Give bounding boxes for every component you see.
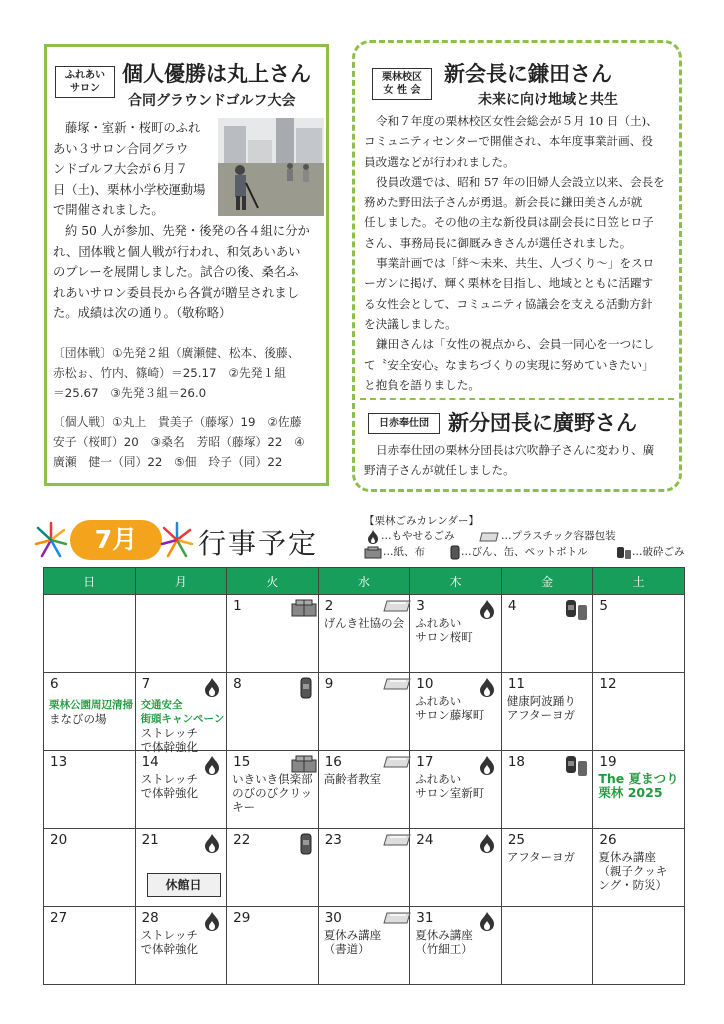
weekday-fri: 金 [501, 568, 593, 595]
calendar-week [44, 751, 685, 829]
fire-icon [199, 833, 221, 851]
calendar-day [593, 595, 685, 673]
crushed-icon [565, 599, 587, 617]
event-text: ストレッチ [140, 928, 198, 942]
fire-icon [199, 677, 221, 695]
calendar-day [135, 829, 227, 907]
calendar-day [227, 907, 319, 985]
text-line: 任しました。その他の主な新役員は副会長に日笠ヒロ子 [364, 215, 654, 230]
paper-icon [291, 755, 313, 773]
text-line: ＝25.67 ③先発３組＝26.0 [53, 386, 207, 400]
text-line: 廣瀬 健一（同）22 ⑤佃 玲子（同）22 [53, 455, 283, 469]
day-number: 21 [141, 832, 159, 848]
bottle-icon [291, 677, 313, 695]
bottles-label: …びん、缶、ペットボトル [461, 546, 588, 558]
calendar-day [135, 595, 227, 673]
weekday-wed: 水 [318, 568, 410, 595]
day-events [141, 772, 199, 800]
text-line: 員改選などが行われました。 [364, 154, 515, 169]
plastic-icon [382, 599, 404, 617]
event-text: 健康阿波踊り [506, 694, 576, 708]
section-divider [360, 398, 674, 400]
paper-label: …紙、布 [383, 546, 425, 558]
calendar-day [227, 673, 319, 751]
calendar-day [501, 673, 593, 751]
tag-line: ふれあい [65, 70, 105, 81]
day-number: 31 [416, 910, 434, 926]
fire-icon [366, 529, 380, 544]
crushed-icon [565, 755, 587, 773]
day-events [415, 772, 484, 800]
day-number: 18 [507, 754, 525, 770]
day-number: 9 [324, 676, 334, 692]
fire-icon [474, 833, 496, 851]
text-line: 安子（桜町）20 ③桑名 芳昭（藤塚）22 ④ [53, 435, 305, 449]
event-text: いきいき倶楽部 [232, 772, 313, 786]
event-text: のびのびクリッ [232, 786, 313, 800]
weekday-mon: 月 [135, 568, 227, 595]
calendar-day [410, 907, 502, 985]
firework-icon [160, 520, 194, 560]
calendar-week [44, 907, 685, 985]
fire-icon [199, 911, 221, 929]
fire-icon [199, 755, 221, 773]
article-tag-womens [372, 68, 432, 100]
event-text: 街頭キャンペーン [140, 713, 225, 725]
calendar-day [44, 907, 136, 985]
calendar-day [593, 673, 685, 751]
calendar-day [410, 829, 502, 907]
day-events [324, 928, 382, 956]
event-text: ふれあい [415, 772, 462, 786]
day-events [415, 616, 473, 644]
event-text: （書道） [323, 942, 370, 956]
day-number: 29 [233, 910, 251, 926]
day-events [415, 928, 473, 956]
day-number: 26 [599, 832, 617, 848]
calendar-day [410, 751, 502, 829]
calendar-day [501, 829, 593, 907]
individual-results [53, 412, 325, 472]
event-calendar [43, 567, 685, 985]
plastic-icon [382, 911, 404, 929]
text-line: 令和７年度の栗林校区女性会総会が５月 10 日（土)、 [376, 114, 658, 128]
day-number: 12 [599, 676, 617, 692]
fire-icon [474, 911, 496, 929]
golf-photo-illustration [218, 118, 324, 216]
day-events [598, 772, 678, 800]
garbage-legend [364, 514, 685, 561]
calendar-day [593, 829, 685, 907]
text-line: 鎌田さんは「女性の視点から、会員一同心を一つにし [376, 337, 655, 352]
text-line: ンドゴルフ大会が６月７ [53, 162, 188, 176]
day-events [49, 698, 133, 726]
day-events [232, 772, 313, 814]
event-text: で体幹強化 [140, 740, 199, 754]
event-text: キー [232, 800, 256, 814]
day-number: 22 [233, 832, 251, 848]
text-line: る女性会として、コミュニティ協議会を支える活動方針 [364, 296, 653, 311]
text-line: た。成績は次の通り。（敬称略） [53, 306, 232, 320]
calendar-week [44, 595, 685, 673]
calendar-day [227, 829, 319, 907]
text-line: 〔団体戦〕①先発２組（廣瀬健、松本、後藤、 [53, 346, 300, 360]
text-line: で開催されました。 [53, 203, 164, 217]
calendar-day [135, 751, 227, 829]
text-line: ーガンに掲げ、輝く栗林を目指し、地域とともに活躍す [364, 276, 654, 291]
article-body [364, 111, 674, 395]
calendar-day [44, 751, 136, 829]
crushed-icon [616, 545, 632, 560]
day-number: 7 [141, 676, 151, 692]
day-number: 14 [141, 754, 159, 770]
plastic-label: …プラスチック容器包装 [501, 530, 616, 542]
day-events [598, 850, 667, 892]
day-number: 11 [507, 676, 525, 692]
day-number: 1 [233, 598, 242, 614]
schedule-title: 行事予定 [198, 527, 319, 560]
fire-icon [474, 677, 496, 695]
text-line: 約 50 人が参加、先発・後発の各４組に分か [65, 224, 310, 238]
day-events [507, 850, 575, 864]
day-number: 8 [233, 676, 242, 692]
calendar-week [44, 829, 685, 907]
event-text: アフターヨガ [506, 708, 576, 722]
month-badge: 7月 [70, 520, 162, 560]
event-text: 栗林 2025 [598, 785, 663, 800]
burnable-label: …もやせるごみ [381, 530, 455, 542]
bottle-icon [450, 545, 460, 560]
event-text: 夏休み講座 [323, 928, 382, 942]
text-line: 野清子さんが就任しました。 [364, 463, 515, 478]
weekday-thu: 木 [410, 568, 502, 595]
calendar-day [227, 751, 319, 829]
calendar-week [44, 673, 685, 751]
day-events [507, 694, 576, 722]
calendar-day [501, 751, 593, 829]
paragraph-1 [53, 118, 218, 221]
plastic-icon [382, 833, 404, 851]
day-number: 13 [50, 754, 68, 770]
calendar-day [318, 907, 410, 985]
calendar-day [135, 907, 227, 985]
day-number: 25 [507, 832, 525, 848]
text-line: あい３サロン合同グラウ [53, 141, 189, 156]
event-text: 交通安全 [140, 699, 183, 711]
calendar-day [318, 829, 410, 907]
day-number: 6 [50, 676, 59, 692]
text-line: 務めた野田法子さんが勇退。新会長に鎌田美さんが就 [364, 195, 643, 210]
text-line: さん、事務局長に御厩みきさんが選任されました。 [364, 235, 632, 250]
event-text: （竹細工） [415, 942, 473, 956]
event-text: ング・防災） [598, 878, 668, 892]
event-text: ふれあい [415, 616, 462, 630]
article-tag-salon [55, 66, 115, 98]
calendar-day [318, 751, 410, 829]
red-cross-body [364, 440, 674, 481]
article-subtitle: 合同グラウンドゴルフ大会 [128, 93, 296, 109]
text-line: コミュニティセンターで開催され、本年度事業計画、役 [364, 134, 653, 149]
calendar-day [44, 829, 136, 907]
text-line: 役員改選では、昭和 57 年の旧婦人会設立以来、会長を [376, 174, 665, 189]
day-number: 16 [324, 754, 342, 770]
golf-photo [218, 118, 324, 216]
tag-line: 栗林校区 [382, 72, 422, 83]
text-line: 日赤奉仕団の栗林分団長は穴吹静子さんに変わり、廣 [376, 443, 655, 457]
paper-icon [291, 599, 313, 617]
article-subtitle: 未来に向け地域と共生 [478, 92, 618, 108]
calendar-day [501, 595, 593, 673]
tag-line: 女 性 会 [383, 85, 421, 96]
event-text: 夏休み講座 [598, 850, 656, 864]
day-number: 23 [324, 832, 342, 848]
calendar-day [227, 595, 319, 673]
event-text: （親子クッキ [598, 864, 668, 878]
calendar-day [593, 907, 685, 985]
day-number: 15 [233, 754, 251, 770]
day-number: 3 [416, 598, 425, 614]
day-number: 28 [141, 910, 159, 926]
event-text: ふれあい [415, 694, 462, 708]
text-line: を決議しました。 [364, 316, 457, 331]
text-line: 〔個人戦〕①丸上 貴美子（藤塚）19 ②佐藤 [53, 415, 302, 429]
calendar-day [135, 673, 227, 754]
event-text: サロン室新町 [415, 786, 485, 800]
day-events [141, 698, 225, 754]
text-line: 藤塚・室新・桜町のふれ [65, 121, 201, 135]
text-line: と抱負を語りました。 [364, 377, 480, 392]
day-number: 24 [416, 832, 434, 848]
day-number: 20 [50, 832, 68, 848]
event-text: 高齢者教室 [323, 772, 382, 786]
text-line: れ、団体戦と個人戦が行われ、和気あいあい [53, 244, 301, 259]
garbage-legend-title: 【栗林ごみカレンダー】 [364, 515, 479, 527]
day-number: 4 [507, 598, 517, 614]
calendar-day [44, 595, 136, 673]
day-events [324, 616, 405, 630]
event-text: 栗林公園周辺清掃 [49, 699, 133, 711]
day-number: 19 [599, 754, 617, 770]
calendar-day [44, 673, 136, 751]
fire-icon [474, 755, 496, 773]
text-line: れあいサロン委員長から各賞が贈呈されまし [53, 285, 299, 300]
day-number: 10 [416, 676, 434, 692]
text-line: 赤松ぉ、竹内、篠崎）＝25.17 ②先発１組 [53, 366, 287, 380]
day-number: 17 [416, 754, 434, 770]
closed-day-label: 休館日 [147, 873, 221, 897]
event-text: で体幹強化 [140, 786, 199, 800]
article-title: 新会長に鎌田さん [444, 62, 612, 86]
plastic-icon [382, 677, 404, 695]
weekday-header-row [44, 568, 685, 595]
paragraph-2 [53, 221, 325, 324]
tag-line: サロン [70, 83, 100, 94]
article-tag-red-cross: 日赤奉仕団 [368, 413, 440, 434]
team-results [53, 343, 325, 403]
garbage-legend-row [364, 545, 685, 561]
garbage-legend-row [364, 529, 616, 545]
bottle-icon [291, 833, 313, 851]
event-text: アフターヨガ [506, 850, 576, 864]
calendar-day [318, 673, 410, 751]
firework-icon [34, 520, 68, 560]
weekday-sun: 日 [44, 568, 136, 595]
calendar-day [593, 751, 685, 829]
day-number: 5 [599, 598, 608, 614]
text-line: て〝安全安心〟なまちづくりの実現に努めていきたい」 [364, 357, 654, 372]
article-title: 個人優勝は丸上さん [122, 62, 311, 86]
calendar-day [318, 595, 410, 673]
calendar-day [410, 673, 502, 751]
plastic-icon [382, 755, 404, 773]
text-line: 日（土)、栗林小学校運動場 [53, 182, 206, 197]
event-text: The 夏まつり [598, 771, 679, 786]
event-text: 夏休み講座 [415, 928, 473, 942]
article-title: 新分団長に廣野さん [448, 411, 637, 435]
text-line: 事業計画では「絆～未来、共生、人づくり～」をスロ [376, 256, 655, 271]
day-number: 2 [324, 598, 334, 614]
weekday-tue: 火 [227, 568, 319, 595]
text-line: のプレーを展開しました。試合の後、桑名ふ [53, 265, 299, 279]
event-text: まなびの場 [49, 712, 107, 726]
event-text: サロン桜町 [415, 630, 473, 644]
calendar-day [501, 907, 593, 985]
schedule-banner [34, 516, 194, 564]
plastic-icon [478, 531, 500, 543]
day-number: 27 [50, 910, 68, 926]
day-events [141, 928, 199, 956]
paper-icon [364, 546, 382, 559]
event-text: ストレッチ [140, 726, 198, 740]
calendar-day [410, 595, 502, 673]
event-text: サロン藤塚町 [415, 708, 485, 722]
fire-icon [474, 599, 496, 617]
day-number: 30 [324, 910, 342, 926]
day-events [324, 772, 382, 786]
event-text: げんき社協の会 [323, 616, 405, 630]
event-text: ストレッチ [140, 772, 198, 786]
crushed-label: …破砕ごみ [632, 546, 685, 558]
day-events [415, 694, 484, 722]
weekday-sat: 土 [593, 568, 685, 595]
event-text: で体幹強化 [140, 942, 199, 956]
